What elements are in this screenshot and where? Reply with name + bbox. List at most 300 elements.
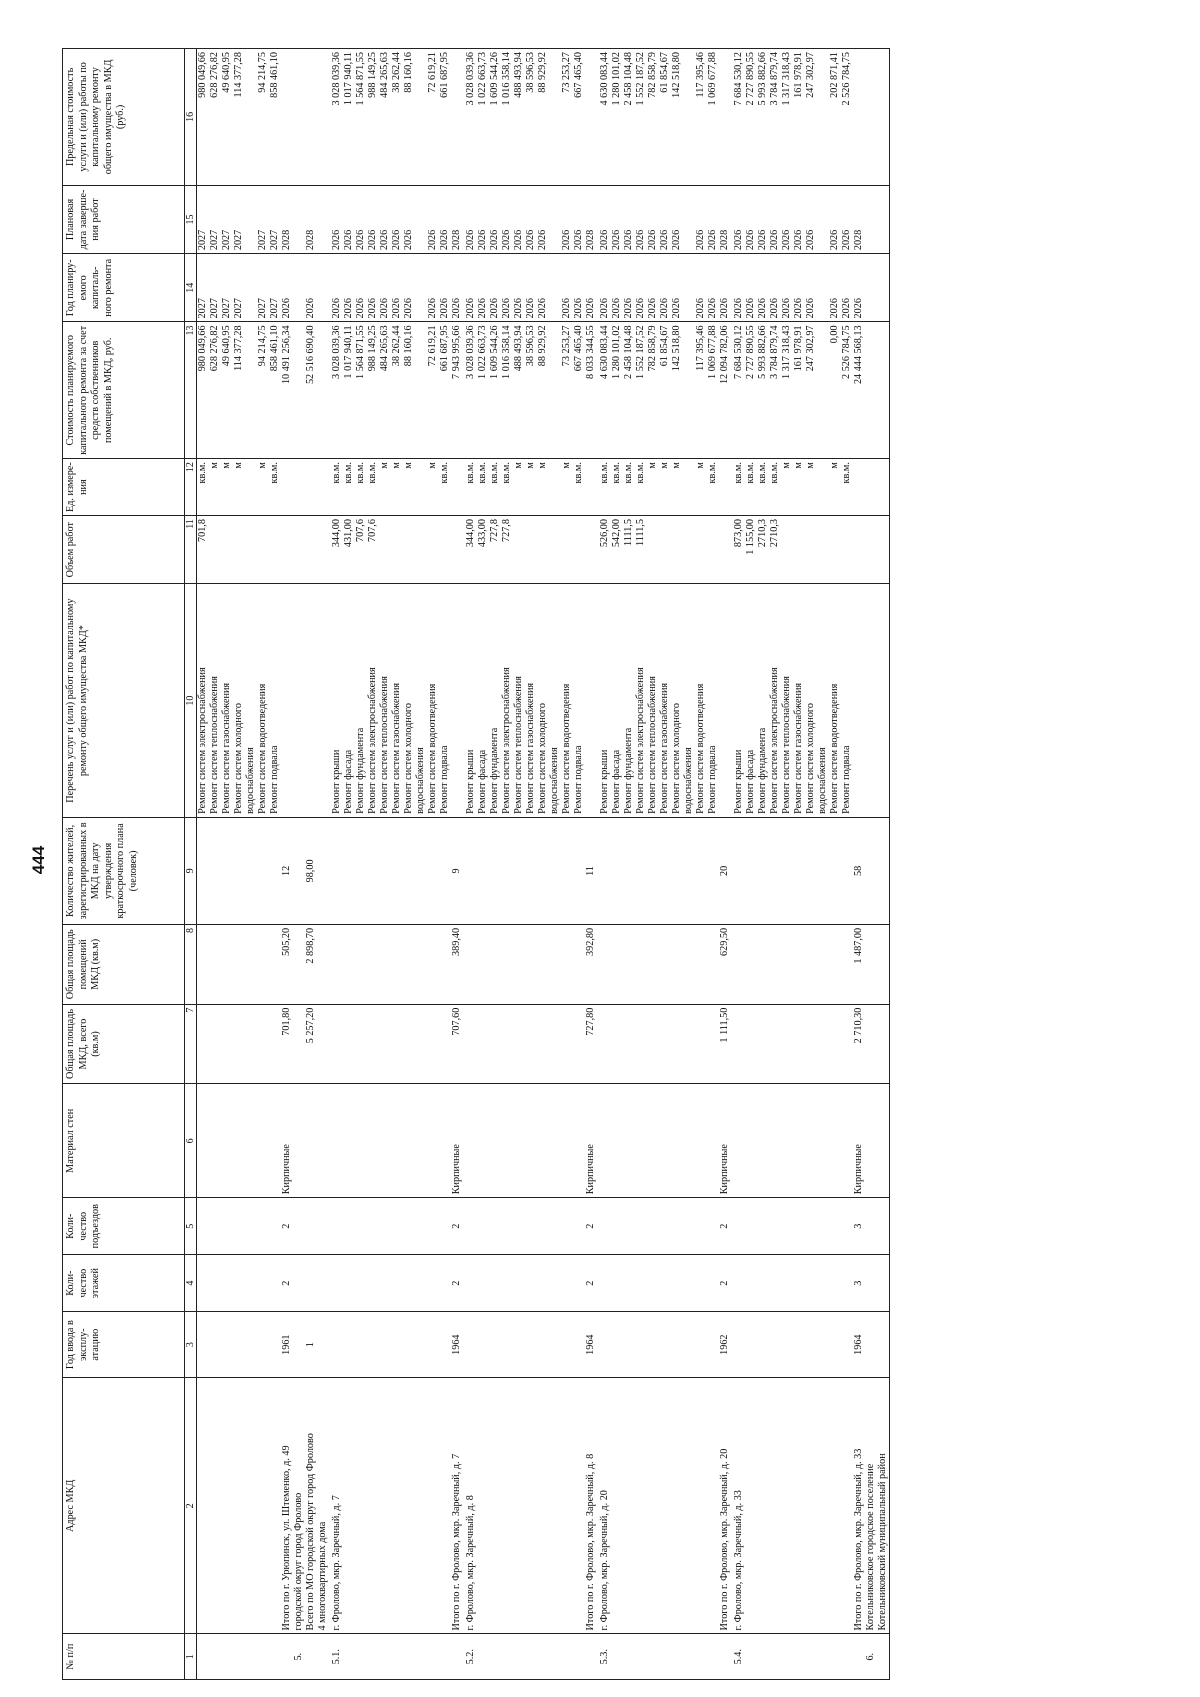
cell-cost-limit: 2 727 890,55	[745, 49, 757, 186]
cell-row-number: 5.1.	[329, 1634, 343, 1680]
cell-total-area	[513, 1004, 525, 1084]
cell-row-number	[427, 1634, 439, 1680]
cell-repair-year	[817, 254, 829, 322]
cell-work-item: Ремонт подвала	[841, 584, 853, 817]
cell-planned-cost: 94 214,75	[257, 322, 269, 459]
cell-repair-year: 2026	[805, 254, 817, 322]
cell-wall-material	[805, 1084, 817, 1198]
cell-residents	[683, 817, 695, 924]
cell-residents: 98,00	[305, 817, 317, 924]
cell-work-item	[585, 584, 597, 817]
cell-premises-area	[489, 924, 501, 1004]
cell-work-volume: 1111,5	[635, 516, 647, 584]
cell-completion-year: 2026	[391, 185, 403, 253]
cell-cost-limit: 484 265,63	[379, 49, 391, 186]
table-row	[391, 49, 403, 1680]
cell-residents	[793, 817, 805, 924]
cell-cost-limit: 1 317 318,43	[781, 49, 793, 186]
cell-row-number	[623, 1634, 635, 1680]
cell-floors	[293, 1255, 305, 1312]
cell-total-area	[391, 1004, 403, 1084]
cell-cost-limit: 4 630 083,44	[597, 49, 611, 186]
cell-repair-year	[293, 254, 305, 322]
cell-completion-year: 2026	[757, 185, 769, 253]
cell-commission-year	[477, 1312, 489, 1378]
cell-work-volume	[561, 516, 573, 584]
table-row	[805, 49, 817, 1680]
cell-entrances	[549, 1198, 561, 1255]
cell-commission-year	[415, 1312, 427, 1378]
cell-total-area	[769, 1004, 781, 1084]
cell-entrances: 3	[853, 1198, 865, 1255]
cell-residents	[611, 817, 623, 924]
table-row	[415, 49, 427, 1680]
cell-premises-area	[769, 924, 781, 1004]
cell-wall-material	[245, 1084, 257, 1198]
cell-total-area	[245, 1004, 257, 1084]
table-row	[635, 49, 647, 1680]
cell-premises-area	[635, 924, 647, 1004]
cell-planned-cost	[293, 322, 305, 459]
cell-commission-year	[221, 1312, 233, 1378]
cell-completion-year: 2026	[597, 185, 611, 253]
cell-work-item: Ремонт фасада	[477, 584, 489, 817]
header-completion-date: Плановая дата заверше-ния работ	[63, 185, 185, 253]
cell-completion-year	[683, 185, 695, 253]
cell-floors	[317, 1255, 329, 1312]
cell-row-number	[781, 1634, 793, 1680]
cell-cost-limit: 980 049,66	[197, 49, 210, 186]
cell-completion-year: 2026	[805, 185, 817, 253]
cell-residents	[343, 817, 355, 924]
cell-work-volume	[573, 516, 585, 584]
cell-row-number	[805, 1634, 817, 1680]
cell-entrances	[769, 1198, 781, 1255]
cell-address	[745, 1378, 757, 1634]
cell-entrances	[245, 1198, 257, 1255]
cell-work-item: Ремонт фасада	[745, 584, 757, 817]
cell-wall-material	[513, 1084, 525, 1198]
cell-wall-material	[525, 1084, 537, 1198]
cell-work-item: Ремонт систем водоотведения	[257, 584, 269, 817]
table-row	[745, 49, 757, 1680]
column-number: 7	[185, 1004, 197, 1084]
cell-entrances	[611, 1198, 623, 1255]
cell-entrances	[403, 1198, 415, 1255]
cell-floors	[221, 1255, 233, 1312]
cell-entrances	[671, 1198, 683, 1255]
cell-floors	[841, 1255, 853, 1312]
cell-completion-year: 2028	[305, 185, 317, 253]
cell-entrances	[573, 1198, 585, 1255]
cell-floors	[463, 1255, 477, 1312]
cell-cost-limit: 782 858,79	[647, 49, 659, 186]
cell-total-area: 727,80	[585, 1004, 597, 1084]
cell-premises-area	[683, 924, 695, 1004]
cell-repair-year: 2026	[659, 254, 671, 322]
cell-total-area: 2 710,30	[853, 1004, 865, 1084]
cell-floors: 2	[281, 1255, 293, 1312]
cell-unit: м	[695, 459, 707, 516]
cell-cost-limit: 7 684 530,12	[731, 49, 745, 186]
cell-commission-year	[317, 1312, 329, 1378]
cell-premises-area	[659, 924, 671, 1004]
cell-work-volume	[281, 516, 293, 584]
column-number: 12	[185, 459, 197, 516]
cell-wall-material: Кирпичные	[719, 1084, 731, 1198]
cell-commission-year: 1962	[719, 1312, 731, 1378]
cell-entrances	[477, 1198, 489, 1255]
cell-entrances	[695, 1198, 707, 1255]
cell-commission-year	[427, 1312, 439, 1378]
cell-residents	[817, 817, 829, 924]
cell-commission-year	[659, 1312, 671, 1378]
cell-premises-area	[379, 924, 391, 1004]
cell-unit: м	[561, 459, 573, 516]
cell-residents	[269, 817, 281, 924]
cell-premises-area	[329, 924, 343, 1004]
cell-total-area	[647, 1004, 659, 1084]
cell-work-item: Ремонт фундамента	[623, 584, 635, 817]
column-number: 13	[185, 322, 197, 459]
cell-work-item: Ремонт систем электроснабжения	[197, 584, 210, 817]
cell-work-item	[865, 584, 877, 817]
cell-row-number	[379, 1634, 391, 1680]
cell-planned-cost: 1 552 187,52	[635, 322, 647, 459]
cell-commission-year	[561, 1312, 573, 1378]
cell-floors	[415, 1255, 427, 1312]
cell-repair-year: 2026	[793, 254, 805, 322]
cell-address	[439, 1378, 451, 1634]
cell-work-item: Ремонт подвала	[573, 584, 585, 817]
cell-floors	[707, 1255, 719, 1312]
cell-commission-year	[683, 1312, 695, 1378]
cell-completion-year: 2026	[623, 185, 635, 253]
cell-row-number	[719, 1634, 731, 1680]
cell-entrances	[209, 1198, 221, 1255]
cell-work-item	[281, 584, 293, 817]
cell-unit	[293, 459, 305, 516]
cell-work-volume	[257, 516, 269, 584]
cell-address	[403, 1378, 415, 1634]
cell-wall-material	[537, 1084, 549, 1198]
cell-floors	[343, 1255, 355, 1312]
table-row	[525, 49, 537, 1680]
cell-repair-year: 2026	[829, 254, 841, 322]
cell-work-volume	[841, 516, 853, 584]
cell-entrances	[877, 1198, 890, 1255]
cell-row-number	[817, 1634, 829, 1680]
cell-residents	[329, 817, 343, 924]
cell-premises-area	[317, 924, 329, 1004]
cell-entrances	[463, 1198, 477, 1255]
cell-premises-area	[197, 924, 210, 1004]
cell-cost-limit	[585, 49, 597, 186]
cell-cost-limit: 628 276,82	[209, 49, 221, 186]
cell-residents	[317, 817, 329, 924]
cell-wall-material	[293, 1084, 305, 1198]
cell-work-volume: 431,00	[343, 516, 355, 584]
cell-total-area	[573, 1004, 585, 1084]
cell-wall-material	[877, 1084, 890, 1198]
cell-floors: 2	[585, 1255, 597, 1312]
cell-work-volume: 1111,5	[623, 516, 635, 584]
cell-completion-year: 2026	[745, 185, 757, 253]
cell-repair-year: 2026	[367, 254, 379, 322]
cell-commission-year	[329, 1312, 343, 1378]
table-row	[221, 49, 233, 1680]
cell-floors	[731, 1255, 745, 1312]
table-row	[489, 49, 501, 1680]
cell-row-number	[671, 1634, 683, 1680]
cell-entrances	[829, 1198, 841, 1255]
cell-completion-year: 2026	[355, 185, 367, 253]
cell-wall-material	[439, 1084, 451, 1198]
cell-unit: м	[257, 459, 269, 516]
header-unit: Ед. измере-ния	[63, 459, 185, 516]
cell-work-volume	[403, 516, 415, 584]
cell-residents	[367, 817, 379, 924]
cell-unit: кв.м.	[597, 459, 611, 516]
cell-planned-cost: 2 458 104,48	[623, 322, 635, 459]
cell-cost-limit: 38 262,44	[391, 49, 403, 186]
cell-entrances	[197, 1198, 210, 1255]
cell-residents: 11	[585, 817, 597, 924]
cell-completion-year: 2026	[647, 185, 659, 253]
cell-address	[355, 1378, 367, 1634]
cell-total-area	[269, 1004, 281, 1084]
cell-address	[781, 1378, 793, 1634]
cell-work-volume: 1 155,00	[745, 516, 757, 584]
cell-address	[501, 1378, 513, 1634]
cell-repair-year	[549, 254, 561, 322]
cell-unit: кв.м.	[329, 459, 343, 516]
table-row	[477, 49, 489, 1680]
cell-entrances	[793, 1198, 805, 1255]
cell-cost-limit	[877, 49, 890, 186]
cell-entrances	[317, 1198, 329, 1255]
cell-address	[489, 1378, 501, 1634]
cell-cost-limit: 1 564 871,55	[355, 49, 367, 186]
cell-wall-material	[817, 1084, 829, 1198]
cell-completion-year: 2026	[611, 185, 623, 253]
cell-residents	[245, 817, 257, 924]
cell-planned-cost: 628 276,82	[209, 322, 221, 459]
cell-completion-year: 2026	[477, 185, 489, 253]
cell-commission-year	[245, 1312, 257, 1378]
cell-row-number	[829, 1634, 841, 1680]
cell-entrances	[647, 1198, 659, 1255]
cell-cost-limit	[549, 49, 561, 186]
cell-completion-year: 2026	[573, 185, 585, 253]
cell-total-area	[597, 1004, 611, 1084]
cell-address	[611, 1378, 623, 1634]
cell-work-item: Ремонт систем холодного	[671, 584, 683, 817]
cell-row-number	[367, 1634, 379, 1680]
cell-floors	[477, 1255, 489, 1312]
cell-commission-year	[209, 1312, 221, 1378]
cell-total-area	[865, 1004, 877, 1084]
cell-completion-year: 2026	[793, 185, 805, 253]
cell-cost-limit: 1 016 358,14	[501, 49, 513, 186]
cell-entrances	[597, 1198, 611, 1255]
table-row	[209, 49, 221, 1680]
cell-planned-cost	[683, 322, 695, 459]
cell-completion-year: 2026	[769, 185, 781, 253]
cell-work-volume	[209, 516, 221, 584]
cell-repair-year: 2026	[731, 254, 745, 322]
header-cost: Стоимость планируемого капитального ремонта за счет средств собственников помещений в МКД, руб.	[63, 322, 185, 459]
cell-address	[391, 1378, 403, 1634]
cell-cost-limit: 3 028 039,36	[463, 49, 477, 186]
cell-work-item: Ремонт подвала	[707, 584, 719, 817]
cell-cost-limit: 1 552 187,52	[635, 49, 647, 186]
cell-residents	[695, 817, 707, 924]
cell-unit: кв.м.	[355, 459, 367, 516]
cell-residents	[757, 817, 769, 924]
header-premises-area: Общая площадь помещений МКД (кв.м)	[63, 924, 185, 1004]
cell-work-volume: 526,00	[597, 516, 611, 584]
cell-work-item: Ремонт крыши	[731, 584, 745, 817]
cell-work-volume: 344,00	[329, 516, 343, 584]
cell-repair-year: 2027	[233, 254, 245, 322]
cell-unit	[305, 459, 317, 516]
cell-planned-cost: 488 493,94	[513, 322, 525, 459]
cell-repair-year: 2026	[597, 254, 611, 322]
cell-unit	[451, 459, 463, 516]
cell-premises-area	[561, 924, 573, 1004]
cell-unit	[415, 459, 427, 516]
cell-floors	[537, 1255, 549, 1312]
cell-address	[561, 1378, 573, 1634]
section-row	[293, 49, 305, 1680]
section-row	[305, 49, 317, 1680]
cell-planned-cost: 1 564 871,55	[355, 322, 367, 459]
cell-floors	[525, 1255, 537, 1312]
cell-commission-year	[781, 1312, 793, 1378]
cell-completion-year: 2026	[671, 185, 683, 253]
cell-work-item	[305, 584, 317, 817]
cell-row-number	[477, 1634, 489, 1680]
cell-residents	[731, 817, 745, 924]
cell-planned-cost	[415, 322, 427, 459]
cell-row-number	[501, 1634, 513, 1680]
cell-repair-year: 2026	[671, 254, 683, 322]
section-row	[865, 49, 877, 1680]
cell-entrances	[817, 1198, 829, 1255]
cell-floors	[829, 1255, 841, 1312]
cell-unit: м	[537, 459, 549, 516]
cell-commission-year	[695, 1312, 707, 1378]
cell-row-number	[683, 1634, 695, 1680]
table-row	[355, 49, 367, 1680]
table-row	[329, 49, 343, 1680]
cell-work-item: Ремонт систем теплоснабжения	[647, 584, 659, 817]
cell-planned-cost: 858 461,10	[269, 322, 281, 459]
cell-work-volume	[427, 516, 439, 584]
cell-cost-limit: 1 609 544,26	[489, 49, 501, 186]
cell-commission-year	[769, 1312, 781, 1378]
cell-repair-year: 2026	[513, 254, 525, 322]
cell-unit	[853, 459, 865, 516]
cell-total-area	[757, 1004, 769, 1084]
cell-work-volume: 542,00	[611, 516, 623, 584]
cell-commission-year	[731, 1312, 745, 1378]
cell-address	[647, 1378, 659, 1634]
cell-entrances	[623, 1198, 635, 1255]
cell-row-number	[853, 1634, 865, 1680]
cell-completion-year: 2028	[853, 185, 865, 253]
cell-floors	[391, 1255, 403, 1312]
cell-work-item: Ремонт систем водоотведения	[695, 584, 707, 817]
cell-premises-area	[403, 924, 415, 1004]
cell-row-number	[659, 1634, 671, 1680]
cell-planned-cost: 0,00	[829, 322, 841, 459]
table-row	[757, 49, 769, 1680]
cell-premises-area	[731, 924, 745, 1004]
cell-wall-material	[745, 1084, 757, 1198]
cell-total-area	[477, 1004, 489, 1084]
cell-unit: м	[379, 459, 391, 516]
cell-address: Котельниковский муниципальный район	[877, 1378, 890, 1634]
cell-cost-limit: 661 687,95	[439, 49, 451, 186]
cell-planned-cost: 161 978,91	[793, 322, 805, 459]
cell-commission-year	[343, 1312, 355, 1378]
cell-entrances: 2	[451, 1198, 463, 1255]
cell-address	[209, 1378, 221, 1634]
cell-address	[343, 1378, 355, 1634]
cell-commission-year	[865, 1312, 877, 1378]
cell-premises-area	[573, 924, 585, 1004]
table-row	[427, 49, 439, 1680]
cell-repair-year	[683, 254, 695, 322]
cell-commission-year	[817, 1312, 829, 1378]
cell-commission-year	[379, 1312, 391, 1378]
cell-completion-year: 2026	[841, 185, 853, 253]
cell-residents	[355, 817, 367, 924]
cell-entrances	[269, 1198, 281, 1255]
cell-residents	[623, 817, 635, 924]
cell-wall-material	[635, 1084, 647, 1198]
table-row	[659, 49, 671, 1680]
column-numbers-row	[185, 49, 197, 1680]
cell-total-area	[683, 1004, 695, 1084]
cell-total-area	[781, 1004, 793, 1084]
cell-address	[525, 1378, 537, 1634]
cell-repair-year: 2026	[281, 254, 293, 322]
cell-cost-limit: 488 493,94	[513, 49, 525, 186]
cell-unit: м	[525, 459, 537, 516]
cell-completion-year	[865, 185, 877, 253]
cell-completion-year	[817, 185, 829, 253]
cell-cost-limit: 94 214,75	[257, 49, 269, 186]
cell-total-area	[463, 1004, 477, 1084]
cell-address: Всего по МО городской округ город Фролово	[305, 1378, 317, 1634]
cell-repair-year: 2026	[305, 254, 317, 322]
cell-planned-cost	[865, 322, 877, 459]
cell-unit: м	[221, 459, 233, 516]
cell-floors	[549, 1255, 561, 1312]
cell-row-number	[793, 1634, 805, 1680]
cell-work-item: Ремонт фасада	[343, 584, 355, 817]
cell-commission-year	[489, 1312, 501, 1378]
cell-completion-year: 2026	[501, 185, 513, 253]
cell-completion-year: 2026	[781, 185, 793, 253]
cell-residents	[477, 817, 489, 924]
cell-commission-year	[707, 1312, 719, 1378]
column-number: 6	[185, 1084, 197, 1198]
cell-wall-material	[391, 1084, 403, 1198]
